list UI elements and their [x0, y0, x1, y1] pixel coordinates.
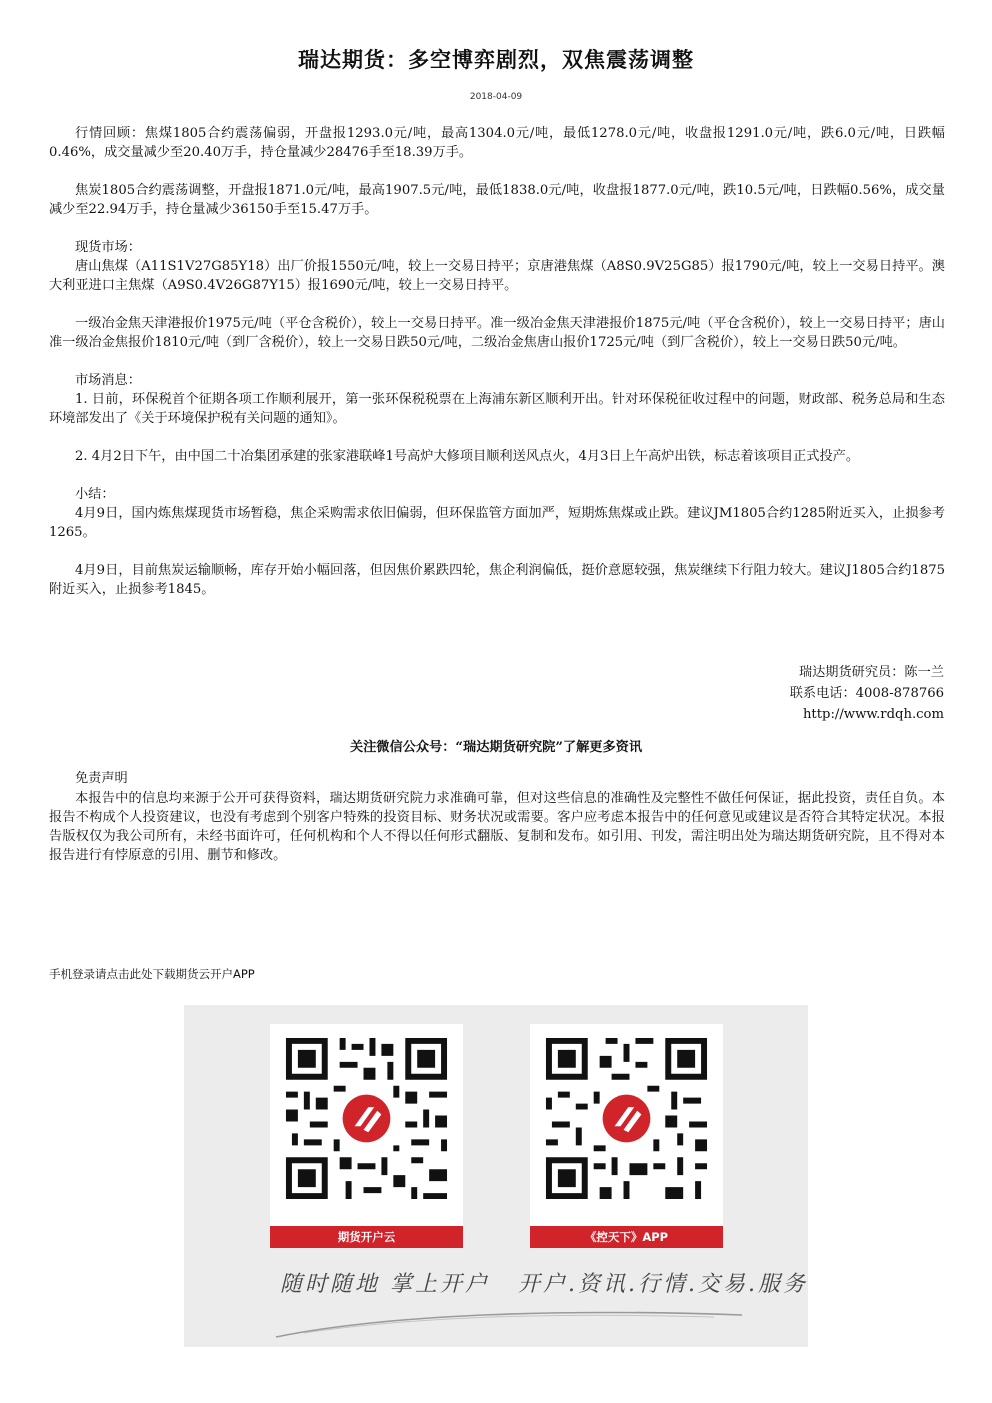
- disclaimer-title: 免责声明: [75, 771, 128, 786]
- summary-coking-coal: 4月9日，国内炼焦煤现货市场暂稳，焦企采购需求依旧偏弱，但环保监管方面加严，短期炼焦煤或止跌。建议JM1805合约1285附近买入，止损参考1265。: [49, 506, 945, 540]
- qr-code-icon: [280, 1032, 453, 1205]
- summary-coke: 4月9日，目前焦炭运输顺畅，库存开始小幅回落，但因焦价累跌四轮，焦企利润偏低，挺价意愿较强，焦炭继续下行阻力较大。建议J1805合约1875附近买入，止损参考1845。: [49, 563, 945, 597]
- wechat-follow-banner: 关注微信公众号：“瑞达期货研究院”了解更多资讯: [349, 740, 643, 755]
- disclaimer-body: 本报告中的信息均来源于公开可获得资料，瑞达期货研究院力求准确可靠，但对这些信息的准确性及完整性不做任何保证，据此投资，责任自负。本报告不构成个人投资建议，也没有考虑到个别客户特殊的投资目标、财务状况或需要。客户应考虑本报告中的任何意见或建议是否符合其特定状况。本报告版权仅为我公司所有，未经书面许可，任何机构和个人不得以任何形式翻版、复制和发布。如引用、刊发，需注明出处为瑞达期货研究院，且不得对本报告进行有悖原意的引用、删节和修改。: [49, 791, 945, 863]
- contact-phone: 联系电话：4008-878766: [789, 686, 944, 701]
- qr-code-icon: [540, 1032, 713, 1205]
- report-body: [49, 124, 945, 599]
- news-item-2: 2. 4月2日下午，由中国二十冶集团承建的张家港联峰1号高炉大修项目顺利送风点火，4月3日上午高炉出铁，标志着该项目正式投产。: [75, 449, 860, 464]
- slogan-right: 开户.资讯.行情.交易.服务: [518, 1272, 808, 1297]
- spot-coke-prices: 一级冶金焦天津港报价1975元/吨（平仓含税价），较上一交易日持平。准一级冶金焦天津港报价1875元/吨（平仓含税价），较上一交易日持平；唐山准一级冶金焦报价1810元/吨（到厂含税价），较上一交易日跌50元/吨，二级冶金焦唐山报价1725元/吨（到厂含税价），较上一交易日跌50元/吨。: [49, 316, 945, 350]
- decorative-swoosh: [274, 1301, 744, 1341]
- disclaimer-section: [49, 769, 945, 865]
- qr-card-kongtianxia[interactable]: [530, 1024, 723, 1248]
- spot-coal-prices: 唐山焦煤（A11S1V27G85Y18）出厂价报1550元/吨，较上一交易日持平；京唐港焦煤（A8S0.9V25G85）报1790元/吨，较上一交易日持平。澳大利亚进口主焦煤（A9S0.4V26G87Y15）报1690元/吨，较上一交易日持平。: [49, 259, 945, 293]
- spot-market-heading: 现货市场：: [75, 240, 141, 255]
- app-promo-banner: [184, 1005, 808, 1347]
- market-news-heading: 市场消息：: [75, 373, 141, 388]
- report-date: 2018-04-09: [469, 92, 523, 102]
- slogan-left: 随时随地 掌上开户: [280, 1272, 490, 1297]
- coking-coal-review: 行情回顾：焦煤1805合约震荡偏弱，开盘报1293.0元/吨，最高1304.0元/吨，最低1278.0元/吨，收盘报1291.0元/吨，跌6.0元/吨，日跌幅0.46%，成交量减少至20.40万手，持仓量减少28476手至18.39万手。: [49, 126, 945, 160]
- qr-card-account-cloud[interactable]: [270, 1024, 463, 1248]
- app-download-link[interactable]: 手机登录请点击此处下载期货云开户APP: [49, 967, 255, 981]
- news-item-1: 1. 日前，环保税首个征期各项工作顺利展开，第一张环保税税票在上海浦东新区顺利开出。针对环保税征收过程中的问题，财政部、税务总局和生态环境部发出了《关于环境保护税有关问题的通知》。: [49, 392, 945, 426]
- summary-heading: 小结：: [75, 487, 115, 502]
- website-link[interactable]: http://www.rdqh.com: [802, 707, 944, 722]
- qr2-label: 《控天下》APP: [530, 1226, 723, 1248]
- coke-review: 焦炭1805合约震荡调整，开盘报1871.0元/吨，最高1907.5元/吨，最低1838.0元/吨，收盘报1877.0元/吨，跌10.5元/吨，日跌幅0.56%，成交量减少至22.94万手，持仓量减少36150手至15.47万手。: [49, 183, 945, 217]
- researcher-name: 瑞达期货研究员：陈一兰: [798, 665, 944, 680]
- signature-block: [790, 662, 944, 725]
- qr1-label: 期货开户云: [270, 1226, 463, 1248]
- report-title: 瑞达期货：多空博弈剧烈，双焦震荡调整: [298, 47, 694, 72]
